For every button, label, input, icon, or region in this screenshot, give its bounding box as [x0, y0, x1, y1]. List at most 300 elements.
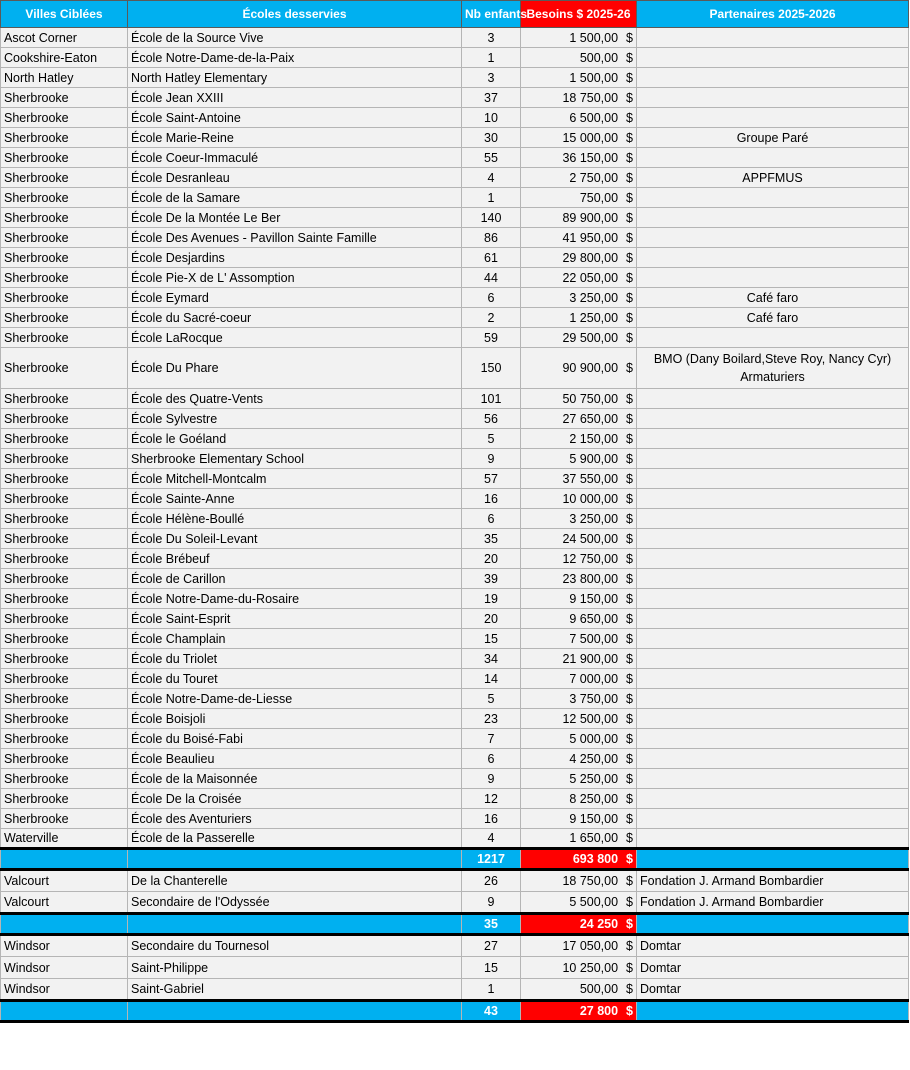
partner-cell[interactable]	[637, 108, 909, 128]
amount-cell[interactable]	[521, 979, 637, 1001]
amount-cell[interactable]	[521, 188, 637, 208]
school-cell[interactable]: North Hatley Elementary	[128, 68, 462, 88]
kids-cell[interactable]: 5	[462, 689, 521, 709]
school-cell[interactable]: École Sainte-Anne	[128, 489, 462, 509]
school-cell[interactable]: École Jean XXIII	[128, 88, 462, 108]
total-kids-cell[interactable]: 43	[462, 1001, 521, 1022]
school-cell[interactable]: École de Carillon	[128, 569, 462, 589]
city-cell[interactable]: Sherbrooke	[1, 228, 128, 248]
school-cell[interactable]: École Sylvestre	[128, 409, 462, 429]
partner-cell[interactable]	[637, 389, 909, 409]
partner-cell[interactable]	[637, 809, 909, 829]
city-cell[interactable]: Valcourt	[1, 892, 128, 914]
amount-cell[interactable]	[521, 649, 637, 669]
school-cell[interactable]: École LaRocque	[128, 328, 462, 348]
city-cell[interactable]: Sherbrooke	[1, 148, 128, 168]
school-cell[interactable]: École de la Source Vive	[128, 28, 462, 48]
partner-cell[interactable]	[637, 429, 909, 449]
partner-cell[interactable]	[637, 148, 909, 168]
currency-symbol: $	[626, 431, 633, 446]
amount-cell[interactable]	[521, 789, 637, 809]
total-amount-cell[interactable]	[521, 849, 637, 870]
city-cell[interactable]: North Hatley	[1, 68, 128, 88]
currency-symbol: $	[626, 110, 633, 125]
header-school[interactable]: Écoles desservies	[128, 1, 462, 28]
city-cell[interactable]: Windsor	[1, 957, 128, 979]
school-cell[interactable]: École Brébeuf	[128, 549, 462, 569]
amount-cell[interactable]	[521, 328, 637, 348]
school-cell[interactable]: École du Boisé-Fabi	[128, 729, 462, 749]
amount-cell[interactable]	[521, 308, 637, 328]
currency-symbol: $	[626, 1004, 633, 1018]
header-partners[interactable]: Partenaires 2025-2026	[637, 1, 909, 28]
city-cell[interactable]: Sherbrooke	[1, 188, 128, 208]
kids-cell[interactable]: 15	[462, 629, 521, 649]
total-blank-cell[interactable]	[637, 849, 909, 870]
partner-cell[interactable]	[637, 689, 909, 709]
currency-symbol: $	[626, 90, 633, 105]
school-cell[interactable]: École Du Soleil-Levant	[128, 529, 462, 549]
amount-cell[interactable]	[521, 729, 637, 749]
amount-cell[interactable]	[521, 669, 637, 689]
amount-cell[interactable]	[521, 709, 637, 729]
amount-value: 3 250,00	[569, 290, 619, 305]
partner-cell[interactable]	[637, 549, 909, 569]
partner-cell[interactable]	[637, 609, 909, 629]
city-cell[interactable]: Sherbrooke	[1, 348, 128, 389]
total-row	[1, 1001, 909, 1022]
amount-cell[interactable]	[521, 589, 637, 609]
kids-cell[interactable]: 61	[462, 248, 521, 268]
amount-value: 6 500,00	[569, 110, 619, 125]
amount-cell[interactable]	[521, 529, 637, 549]
city-cell[interactable]: Sherbrooke	[1, 449, 128, 469]
currency-symbol: $	[626, 874, 633, 888]
school-cell[interactable]: École Du Phare	[128, 348, 462, 389]
city-cell[interactable]: Sherbrooke	[1, 108, 128, 128]
amount-value: 89 900,00	[562, 210, 619, 225]
kids-cell[interactable]: 9	[462, 769, 521, 789]
table-row	[1, 268, 909, 288]
partner-cell[interactable]	[637, 409, 909, 429]
school-cell[interactable]: École du Touret	[128, 669, 462, 689]
currency-symbol: $	[626, 190, 633, 205]
kids-cell[interactable]: 3	[462, 28, 521, 48]
partner-cell[interactable]	[637, 28, 909, 48]
school-cell[interactable]: École Notre-Dame-de-Liesse	[128, 689, 462, 709]
school-cell[interactable]: École Mitchell-Montcalm	[128, 469, 462, 489]
amount-cell[interactable]	[521, 108, 637, 128]
partner-cell[interactable]	[637, 228, 909, 248]
school-cell[interactable]: Secondaire de l'Odyssée	[128, 892, 462, 914]
city-cell[interactable]: Sherbrooke	[1, 809, 128, 829]
city-cell[interactable]: Sherbrooke	[1, 529, 128, 549]
school-cell[interactable]: École du Triolet	[128, 649, 462, 669]
school-cell[interactable]: École Champlain	[128, 629, 462, 649]
partner-cell[interactable]: BMO (Dany Boilard,Steve Roy, Nancy Cyr) Armaturiers	[637, 348, 909, 389]
amount-cell[interactable]	[521, 689, 637, 709]
table-row	[1, 649, 909, 669]
total-blank-cell[interactable]	[128, 914, 462, 935]
amount-cell[interactable]	[521, 68, 637, 88]
amount-cell[interactable]	[521, 168, 637, 188]
school-cell[interactable]: Saint-Gabriel	[128, 979, 462, 1001]
kids-cell[interactable]: 9	[462, 449, 521, 469]
kids-cell[interactable]: 1	[462, 188, 521, 208]
school-cell[interactable]: École De la Croisée	[128, 789, 462, 809]
school-cell[interactable]: École des Aventuriers	[128, 809, 462, 829]
city-cell[interactable]: Sherbrooke	[1, 409, 128, 429]
kids-cell[interactable]: 20	[462, 609, 521, 629]
kids-cell[interactable]: 4	[462, 168, 521, 188]
amount-cell[interactable]	[521, 208, 637, 228]
partner-cell[interactable]	[637, 589, 909, 609]
header-kids[interactable]: Nb enfants	[462, 1, 521, 28]
amount-cell[interactable]	[521, 288, 637, 308]
partner-cell[interactable]: Café faro	[637, 308, 909, 328]
total-blank-cell[interactable]	[1, 914, 128, 935]
city-cell[interactable]: Sherbrooke	[1, 689, 128, 709]
kids-cell[interactable]: 6	[462, 749, 521, 769]
school-cell[interactable]: École Saint-Esprit	[128, 609, 462, 629]
city-cell[interactable]: Waterville	[1, 829, 128, 849]
partner-cell[interactable]	[637, 529, 909, 549]
kids-cell[interactable]: 27	[462, 935, 521, 957]
partner-cell[interactable]	[637, 769, 909, 789]
amount-cell[interactable]	[521, 268, 637, 288]
table-row	[1, 609, 909, 629]
city-cell[interactable]: Sherbrooke	[1, 549, 128, 569]
total-kids-cell[interactable]: 35	[462, 914, 521, 935]
kids-cell[interactable]: 30	[462, 128, 521, 148]
currency-symbol: $	[626, 230, 633, 245]
kids-cell[interactable]: 59	[462, 328, 521, 348]
partner-cell[interactable]	[637, 248, 909, 268]
amount-cell[interactable]	[521, 248, 637, 268]
partner-cell[interactable]	[637, 749, 909, 769]
city-cell[interactable]: Sherbrooke	[1, 389, 128, 409]
city-cell[interactable]: Sherbrooke	[1, 649, 128, 669]
amount-cell[interactable]	[521, 128, 637, 148]
city-cell[interactable]: Windsor	[1, 979, 128, 1001]
partner-cell[interactable]: Café faro	[637, 288, 909, 308]
partner-cell[interactable]	[637, 489, 909, 509]
kids-cell[interactable]: 150	[462, 348, 521, 389]
amount-cell[interactable]	[521, 935, 637, 957]
total-blank-cell[interactable]	[128, 849, 462, 870]
school-cell[interactable]: École Saint-Antoine	[128, 108, 462, 128]
amount-cell[interactable]	[521, 228, 637, 248]
currency-symbol: $	[626, 210, 633, 225]
city-cell[interactable]: Windsor	[1, 935, 128, 957]
amount-cell[interactable]	[521, 549, 637, 569]
city-cell[interactable]: Sherbrooke	[1, 489, 128, 509]
kids-cell[interactable]: 26	[462, 870, 521, 892]
city-cell[interactable]: Sherbrooke	[1, 429, 128, 449]
school-cell[interactable]: Saint-Philippe	[128, 957, 462, 979]
kids-cell[interactable]: 6	[462, 288, 521, 308]
city-cell[interactable]: Sherbrooke	[1, 669, 128, 689]
school-cell[interactable]: École Eymard	[128, 288, 462, 308]
amount-cell[interactable]	[521, 809, 637, 829]
partner-cell[interactable]: Fondation J. Armand Bombardier	[637, 892, 909, 914]
kids-cell[interactable]: 101	[462, 389, 521, 409]
amount-value: 90 900,00	[562, 361, 619, 375]
currency-symbol: $	[626, 30, 633, 45]
kids-cell[interactable]: 14	[462, 669, 521, 689]
partner-cell[interactable]	[637, 789, 909, 809]
city-cell[interactable]: Sherbrooke	[1, 509, 128, 529]
city-cell[interactable]: Sherbrooke	[1, 569, 128, 589]
section-windsor	[1, 935, 909, 1001]
kids-cell[interactable]: 56	[462, 409, 521, 429]
amount-cell[interactable]	[521, 629, 637, 649]
amount-cell[interactable]	[521, 892, 637, 914]
amount-cell[interactable]	[521, 609, 637, 629]
partner-cell[interactable]	[637, 629, 909, 649]
amount-value: 29 800,00	[562, 250, 619, 265]
school-cell[interactable]: École De la Montée Le Ber	[128, 208, 462, 228]
table-row	[1, 389, 909, 409]
amount-value: 9 150,00	[569, 591, 619, 606]
currency-symbol: $	[626, 771, 633, 786]
currency-symbol: $	[626, 671, 633, 686]
amount-cell[interactable]	[521, 469, 637, 489]
total-blank-cell[interactable]	[128, 1001, 462, 1022]
city-cell[interactable]: Sherbrooke	[1, 288, 128, 308]
kids-cell[interactable]: 35	[462, 529, 521, 549]
kids-cell[interactable]: 1	[462, 979, 521, 1001]
partner-cell[interactable]: Fondation J. Armand Bombardier	[637, 870, 909, 892]
amount-value: 500,00	[579, 50, 619, 65]
partner-cell[interactable]	[637, 569, 909, 589]
partner-cell[interactable]	[637, 449, 909, 469]
currency-symbol: $	[626, 130, 633, 145]
school-cell[interactable]: École le Goéland	[128, 429, 462, 449]
amount-cell[interactable]	[521, 749, 637, 769]
city-cell[interactable]: Sherbrooke	[1, 128, 128, 148]
kids-cell[interactable]: 37	[462, 88, 521, 108]
table-row	[1, 509, 909, 529]
school-cell[interactable]: École Coeur-Immaculé	[128, 148, 462, 168]
table-row	[1, 168, 909, 188]
partner-cell[interactable]	[637, 68, 909, 88]
kids-cell[interactable]: 9	[462, 892, 521, 914]
partner-cell[interactable]	[637, 649, 909, 669]
partner-cell[interactable]	[637, 88, 909, 108]
amount-value: 3 750,00	[569, 691, 619, 706]
kids-cell[interactable]: 15	[462, 957, 521, 979]
school-cell[interactable]: École du Sacré-coeur	[128, 308, 462, 328]
amount-cell[interactable]	[521, 870, 637, 892]
partner-cell[interactable]	[637, 709, 909, 729]
school-cell[interactable]: École Boisjoli	[128, 709, 462, 729]
school-cell[interactable]: École des Quatre-Vents	[128, 389, 462, 409]
table-row	[1, 148, 909, 168]
kids-cell[interactable]: 20	[462, 549, 521, 569]
amount-value: 10 250,00	[562, 960, 619, 975]
school-cell[interactable]: École Beaulieu	[128, 749, 462, 769]
header-needs[interactable]: Besoins $ 2025-26	[521, 1, 637, 28]
table-row	[1, 208, 909, 228]
partner-cell[interactable]	[637, 268, 909, 288]
city-cell[interactable]: Sherbrooke	[1, 469, 128, 489]
city-cell[interactable]: Sherbrooke	[1, 629, 128, 649]
partner-cell[interactable]	[637, 208, 909, 228]
kids-cell[interactable]: 57	[462, 469, 521, 489]
kids-cell[interactable]: 55	[462, 148, 521, 168]
city-cell[interactable]: Sherbrooke	[1, 769, 128, 789]
table-row	[1, 248, 909, 268]
total-row	[1, 914, 909, 935]
amount-value: 8 250,00	[569, 791, 619, 806]
kids-cell[interactable]: 5	[462, 429, 521, 449]
school-cell[interactable]: École Desjardins	[128, 248, 462, 268]
partner-cell[interactable]	[637, 469, 909, 489]
table-row	[1, 429, 909, 449]
school-cell[interactable]: Secondaire du Tournesol	[128, 935, 462, 957]
school-cell[interactable]: Sherbrooke Elementary School	[128, 449, 462, 469]
city-cell[interactable]: Sherbrooke	[1, 749, 128, 769]
city-cell[interactable]: Sherbrooke	[1, 208, 128, 228]
partner-cell[interactable]: Groupe Paré	[637, 128, 909, 148]
table-row	[1, 228, 909, 248]
total-amount-cell[interactable]	[521, 1001, 637, 1022]
amount-cell[interactable]	[521, 449, 637, 469]
amount-cell[interactable]	[521, 957, 637, 979]
partner-cell[interactable]: APPFMUS	[637, 168, 909, 188]
amount-value: 12 750,00	[562, 551, 619, 566]
kids-cell[interactable]: 140	[462, 208, 521, 228]
city-cell[interactable]: Sherbrooke	[1, 729, 128, 749]
amount-cell[interactable]	[521, 509, 637, 529]
city-cell[interactable]: Sherbrooke	[1, 168, 128, 188]
kids-cell[interactable]: 16	[462, 809, 521, 829]
kids-cell[interactable]: 86	[462, 228, 521, 248]
amount-cell[interactable]	[521, 429, 637, 449]
total-kids-cell[interactable]: 1217	[462, 849, 521, 870]
kids-cell[interactable]: 19	[462, 589, 521, 609]
partner-cell[interactable]	[637, 509, 909, 529]
city-cell[interactable]: Sherbrooke	[1, 709, 128, 729]
amount-cell[interactable]	[521, 389, 637, 409]
kids-cell[interactable]: 1	[462, 48, 521, 68]
amount-value: 50 750,00	[562, 391, 619, 406]
school-cell[interactable]: De la Chanterelle	[128, 870, 462, 892]
amount-value: 23 800,00	[562, 571, 619, 586]
city-cell[interactable]: Ascot Corner	[1, 28, 128, 48]
amount-cell[interactable]	[521, 409, 637, 429]
total-blank-cell[interactable]	[1, 1001, 128, 1022]
city-cell[interactable]: Valcourt	[1, 870, 128, 892]
school-cell[interactable]: École de la Passerelle	[128, 829, 462, 849]
school-cell[interactable]: École Desranleau	[128, 168, 462, 188]
city-cell[interactable]: Sherbrooke	[1, 609, 128, 629]
kids-cell[interactable]: 34	[462, 649, 521, 669]
currency-symbol: $	[626, 270, 633, 285]
city-cell[interactable]: Sherbrooke	[1, 88, 128, 108]
school-cell[interactable]: École Marie-Reine	[128, 128, 462, 148]
city-cell[interactable]: Sherbrooke	[1, 789, 128, 809]
city-cell[interactable]: Sherbrooke	[1, 328, 128, 348]
partner-cell[interactable]: Domtar	[637, 979, 909, 1001]
city-cell[interactable]: Sherbrooke	[1, 248, 128, 268]
currency-symbol: $	[626, 831, 633, 845]
kids-cell[interactable]: 16	[462, 489, 521, 509]
partner-cell[interactable]	[637, 669, 909, 689]
school-cell[interactable]: École Notre-Dame-de-la-Paix	[128, 48, 462, 68]
school-cell[interactable]: École Des Avenues - Pavillon Sainte Famille	[128, 228, 462, 248]
currency-symbol: $	[626, 791, 633, 806]
partner-cell[interactable]: Domtar	[637, 957, 909, 979]
kids-cell[interactable]: 3	[462, 68, 521, 88]
partner-cell[interactable]	[637, 188, 909, 208]
currency-symbol: $	[626, 631, 633, 646]
school-cell[interactable]: École Pie-X de L' Assomption	[128, 268, 462, 288]
partner-cell[interactable]	[637, 729, 909, 749]
amount-cell[interactable]	[521, 28, 637, 48]
city-cell[interactable]: Sherbrooke	[1, 268, 128, 288]
table-row	[1, 589, 909, 609]
kids-cell[interactable]: 2	[462, 308, 521, 328]
school-cell[interactable]: École Hélène-Boullé	[128, 509, 462, 529]
city-cell[interactable]: Cookshire-Eaton	[1, 48, 128, 68]
amount-value: 24 500,00	[562, 531, 619, 546]
currency-symbol: $	[626, 361, 633, 375]
section-valcourt	[1, 870, 909, 914]
currency-symbol: $	[626, 982, 633, 996]
total-blank-cell[interactable]	[637, 1001, 909, 1022]
section-valcourt-total	[1, 914, 909, 935]
kids-cell[interactable]: 39	[462, 569, 521, 589]
amount-cell[interactable]	[521, 569, 637, 589]
school-cell[interactable]: École Notre-Dame-du-Rosaire	[128, 589, 462, 609]
amount-cell[interactable]	[521, 829, 637, 849]
partner-cell[interactable]	[637, 48, 909, 68]
kids-cell[interactable]: 7	[462, 729, 521, 749]
amount-value: 29 500,00	[562, 330, 619, 345]
amount-cell[interactable]	[521, 348, 637, 389]
kids-cell[interactable]: 6	[462, 509, 521, 529]
school-cell[interactable]: École de la Samare	[128, 188, 462, 208]
total-blank-cell[interactable]	[1, 849, 128, 870]
total-blank-cell[interactable]	[637, 914, 909, 935]
partner-cell[interactable]	[637, 328, 909, 348]
kids-cell[interactable]: 4	[462, 829, 521, 849]
kids-cell[interactable]: 12	[462, 789, 521, 809]
amount-cell[interactable]	[521, 88, 637, 108]
city-cell[interactable]: Sherbrooke	[1, 589, 128, 609]
partner-cell[interactable]	[637, 829, 909, 849]
amount-value: 500,00	[579, 982, 619, 996]
header-city[interactable]: Villes Ciblées	[1, 1, 128, 28]
amount-cell[interactable]	[521, 148, 637, 168]
kids-cell[interactable]: 10	[462, 108, 521, 128]
kids-cell[interactable]: 44	[462, 268, 521, 288]
table-row	[1, 449, 909, 469]
amount-cell[interactable]	[521, 769, 637, 789]
table-row	[1, 328, 909, 348]
currency-symbol: $	[626, 852, 633, 866]
amount-cell[interactable]	[521, 489, 637, 509]
amount-cell[interactable]	[521, 48, 637, 68]
table-row	[1, 409, 909, 429]
kids-cell[interactable]: 23	[462, 709, 521, 729]
school-cell[interactable]: École de la Maisonnée	[128, 769, 462, 789]
partner-cell[interactable]: Domtar	[637, 935, 909, 957]
total-amount-cell[interactable]	[521, 914, 637, 935]
city-cell[interactable]: Sherbrooke	[1, 308, 128, 328]
